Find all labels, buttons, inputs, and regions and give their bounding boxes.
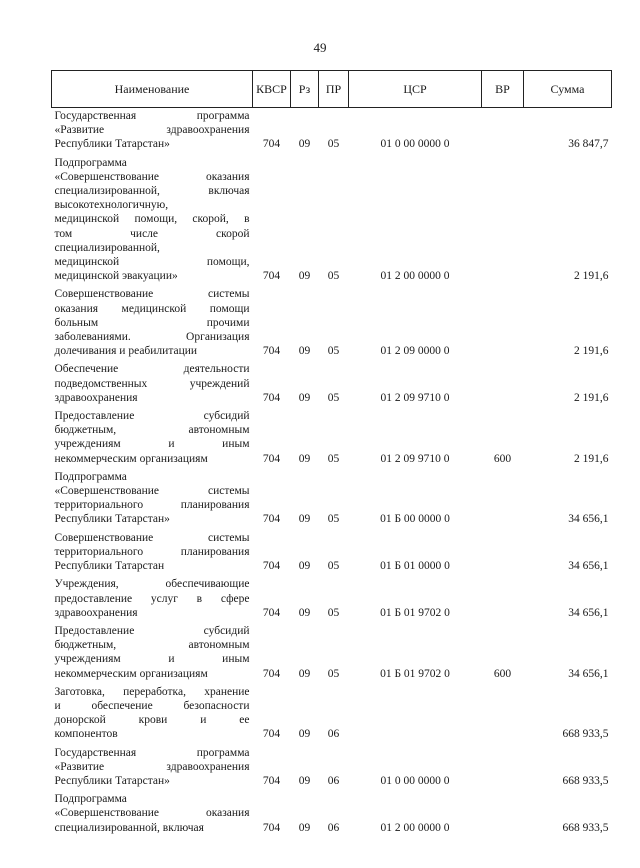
cell-sum: 668 933,5 xyxy=(562,774,609,787)
row-name xyxy=(52,469,253,530)
cell-pr: 05 xyxy=(327,667,340,680)
cell-kvsr: 704 xyxy=(262,452,281,465)
table-row xyxy=(52,286,612,361)
table-row xyxy=(52,469,612,530)
header-rz: Рз xyxy=(291,71,319,108)
cell-vr xyxy=(482,469,524,530)
row-name-line: предоставление услуг в сфере xyxy=(54,592,250,605)
cell-vr xyxy=(482,155,524,287)
cell-csr: 01 2 00 0000 0 xyxy=(380,270,450,283)
cell-csr: 01 Б 01 0000 0 xyxy=(380,560,450,573)
cell-rz: 09 xyxy=(298,391,311,404)
cell-vr xyxy=(482,108,524,155)
row-name-line: долечивания и реабилитации xyxy=(54,345,198,358)
cell-rz: 09 xyxy=(298,821,311,834)
cell-rz: 09 xyxy=(298,138,311,151)
row-name xyxy=(52,684,253,745)
row-name-line: специализированной, включая xyxy=(54,821,204,834)
row-name-line: некоммерческим организациям xyxy=(54,667,208,680)
row-name-line: Учреждения, обеспечивающие xyxy=(54,578,250,591)
cell-vr xyxy=(482,286,524,361)
cell-sum: 2 191,6 xyxy=(574,452,609,465)
budget-table xyxy=(51,70,612,838)
row-name-line: специализированной, xyxy=(54,241,160,254)
row-name xyxy=(52,745,253,792)
page-number: 49 xyxy=(313,40,327,55)
header-name: Наименование xyxy=(52,71,253,108)
row-name-line: Подпрограмма xyxy=(54,470,127,483)
row-name-line: учреждениям и иным xyxy=(54,653,250,666)
cell-csr: 01 Б 01 9702 0 xyxy=(380,606,450,619)
cell-pr: 05 xyxy=(327,270,340,283)
cell-csr: 01 2 09 0000 0 xyxy=(380,345,450,358)
cell-vr xyxy=(482,791,524,838)
table-row xyxy=(52,623,612,684)
cell-kvsr: 704 xyxy=(262,138,281,151)
cell-sum: 2 191,6 xyxy=(574,345,609,358)
row-name-line: территориального планирования xyxy=(54,499,250,512)
row-name-line: Республики Татарстан» xyxy=(54,774,170,787)
row-name-line: Предоставление субсидий xyxy=(54,410,250,423)
row-name-line: подведомственных учреждений xyxy=(54,377,250,390)
cell-csr xyxy=(349,684,482,745)
cell-sum: 34 656,1 xyxy=(568,606,609,619)
row-name-line: учреждениям и иным xyxy=(54,438,250,451)
row-name-line: высокотехнологичную, xyxy=(54,199,169,212)
cell-rz: 09 xyxy=(298,667,311,680)
row-name-line: Совершенствование системы xyxy=(54,288,250,301)
table-row xyxy=(52,408,612,469)
row-name-line: оказания медицинской помощи xyxy=(54,302,250,315)
row-name-line: Республики Татарстан» xyxy=(54,138,170,151)
row-name xyxy=(52,576,253,623)
cell-kvsr: 704 xyxy=(262,774,281,787)
cell-rz: 09 xyxy=(298,560,311,573)
row-name xyxy=(52,623,253,684)
row-name-line: Подпрограмма xyxy=(54,156,127,169)
cell-kvsr: 704 xyxy=(262,821,281,834)
cell-rz: 09 xyxy=(298,774,311,787)
row-name-line: некоммерческим организациям xyxy=(54,452,208,465)
cell-pr: 05 xyxy=(327,513,340,526)
row-name-line: медицинской эвакуации» xyxy=(54,270,178,283)
table-body xyxy=(52,108,612,838)
row-name-line: бюджетным, автономным xyxy=(54,424,250,437)
row-name-line: компонентов xyxy=(54,728,118,741)
cell-pr: 05 xyxy=(327,345,340,358)
row-name xyxy=(52,286,253,361)
cell-vr: 600 xyxy=(493,667,512,680)
cell-kvsr: 704 xyxy=(262,391,281,404)
row-name-line: Подпрограмма xyxy=(54,793,127,806)
row-name-line: и обеспечение безопасности xyxy=(54,699,250,712)
cell-pr: 05 xyxy=(327,391,340,404)
header-kvsr: КВСР xyxy=(253,71,291,108)
row-name-line: Республики Татарстан xyxy=(54,560,165,573)
row-name-line: больным прочими xyxy=(54,316,250,329)
cell-kvsr: 704 xyxy=(262,728,281,741)
cell-vr xyxy=(482,530,524,577)
row-name-line: Республики Татарстан» xyxy=(54,513,170,526)
cell-sum: 36 847,7 xyxy=(568,138,609,151)
row-name xyxy=(52,408,253,469)
row-name-line: медицинской помощи, скорой, в xyxy=(54,213,250,226)
header-sum: Сумма xyxy=(524,71,612,108)
table-row xyxy=(52,155,612,287)
row-name-line: «Совершенствование системы xyxy=(54,485,250,498)
cell-vr xyxy=(482,745,524,792)
cell-kvsr: 704 xyxy=(262,606,281,619)
cell-vr xyxy=(482,361,524,408)
cell-vr xyxy=(482,576,524,623)
cell-sum: 2 191,6 xyxy=(574,391,609,404)
cell-sum: 668 933,5 xyxy=(562,821,609,834)
cell-csr: 01 Б 01 9702 0 xyxy=(380,667,450,680)
row-name-line: Государственная программа xyxy=(54,110,250,122)
cell-rz: 09 xyxy=(298,513,311,526)
table-row xyxy=(52,791,612,838)
row-name-line: Государственная программа xyxy=(54,746,250,759)
cell-pr: 06 xyxy=(327,821,340,834)
cell-kvsr: 704 xyxy=(262,513,281,526)
row-name-line: территориального планирования xyxy=(54,545,250,558)
table-row xyxy=(52,745,612,792)
cell-vr xyxy=(482,684,524,745)
cell-rz: 09 xyxy=(298,728,311,741)
row-name-line: «Совершенствование оказания xyxy=(54,170,250,183)
table-row xyxy=(52,361,612,408)
cell-rz: 09 xyxy=(298,606,311,619)
cell-pr: 05 xyxy=(327,138,340,151)
cell-pr: 05 xyxy=(327,452,340,465)
cell-rz: 09 xyxy=(298,345,311,358)
cell-kvsr: 704 xyxy=(262,270,281,283)
row-name-line: Обеспечение деятельности xyxy=(54,363,250,376)
row-name xyxy=(52,791,253,838)
cell-pr: 05 xyxy=(327,560,340,573)
row-name-line: Предоставление субсидий xyxy=(54,624,250,637)
cell-csr: 01 2 00 0000 0 xyxy=(380,821,450,834)
row-name xyxy=(52,361,253,408)
table-row xyxy=(52,684,612,745)
table-row xyxy=(52,108,612,155)
cell-sum: 34 656,1 xyxy=(568,667,609,680)
row-name-line: специализированной, включая xyxy=(54,185,250,198)
cell-kvsr: 704 xyxy=(262,667,281,680)
cell-sum: 34 656,1 xyxy=(568,513,609,526)
cell-pr: 06 xyxy=(327,774,340,787)
row-name-line: Заготовка, переработка, хранение xyxy=(54,685,250,698)
row-name xyxy=(52,530,253,577)
row-name-line: донорской крови и ее xyxy=(54,714,250,727)
cell-sum: 34 656,1 xyxy=(568,560,609,573)
cell-pr: 06 xyxy=(327,728,340,741)
cell-rz: 09 xyxy=(298,270,311,283)
cell-vr: 600 xyxy=(493,452,512,465)
cell-csr: 01 2 09 9710 0 xyxy=(380,452,450,465)
cell-kvsr: 704 xyxy=(262,560,281,573)
cell-csr: 01 2 09 9710 0 xyxy=(380,391,450,404)
cell-sum: 2 191,6 xyxy=(574,270,609,283)
row-name-line: здравоохранения xyxy=(54,606,138,619)
row-name-line: «Развитие здравоохранения xyxy=(54,760,250,773)
header-csr: ЦСР xyxy=(349,71,482,108)
row-name-line: Совершенствование системы xyxy=(54,531,250,544)
row-name xyxy=(52,155,253,287)
table-header xyxy=(52,71,612,108)
row-name-line: здравоохранения xyxy=(54,391,138,404)
cell-csr: 01 Б 00 0000 0 xyxy=(380,513,450,526)
table-row xyxy=(52,576,612,623)
cell-sum: 668 933,5 xyxy=(562,728,609,741)
row-name-line: медицинской помощи, xyxy=(54,256,250,269)
row-name-line: заболеваниями. Организация xyxy=(54,331,250,344)
table-row xyxy=(52,530,612,577)
row-name-line: «Совершенствование оказания xyxy=(54,807,250,820)
cell-csr: 01 0 00 0000 0 xyxy=(380,138,450,151)
row-name-line: «Развитие здравоохранения xyxy=(54,124,250,137)
cell-kvsr: 704 xyxy=(262,345,281,358)
row-name-line: том числе скорой xyxy=(54,227,250,240)
row-name-line: бюджетным, автономным xyxy=(54,639,250,652)
header-vr: ВР xyxy=(482,71,524,108)
header-pr: ПР xyxy=(319,71,349,108)
cell-rz: 09 xyxy=(298,452,311,465)
cell-pr: 05 xyxy=(327,606,340,619)
cell-csr: 01 0 00 0000 0 xyxy=(380,774,450,787)
row-name xyxy=(52,108,253,155)
